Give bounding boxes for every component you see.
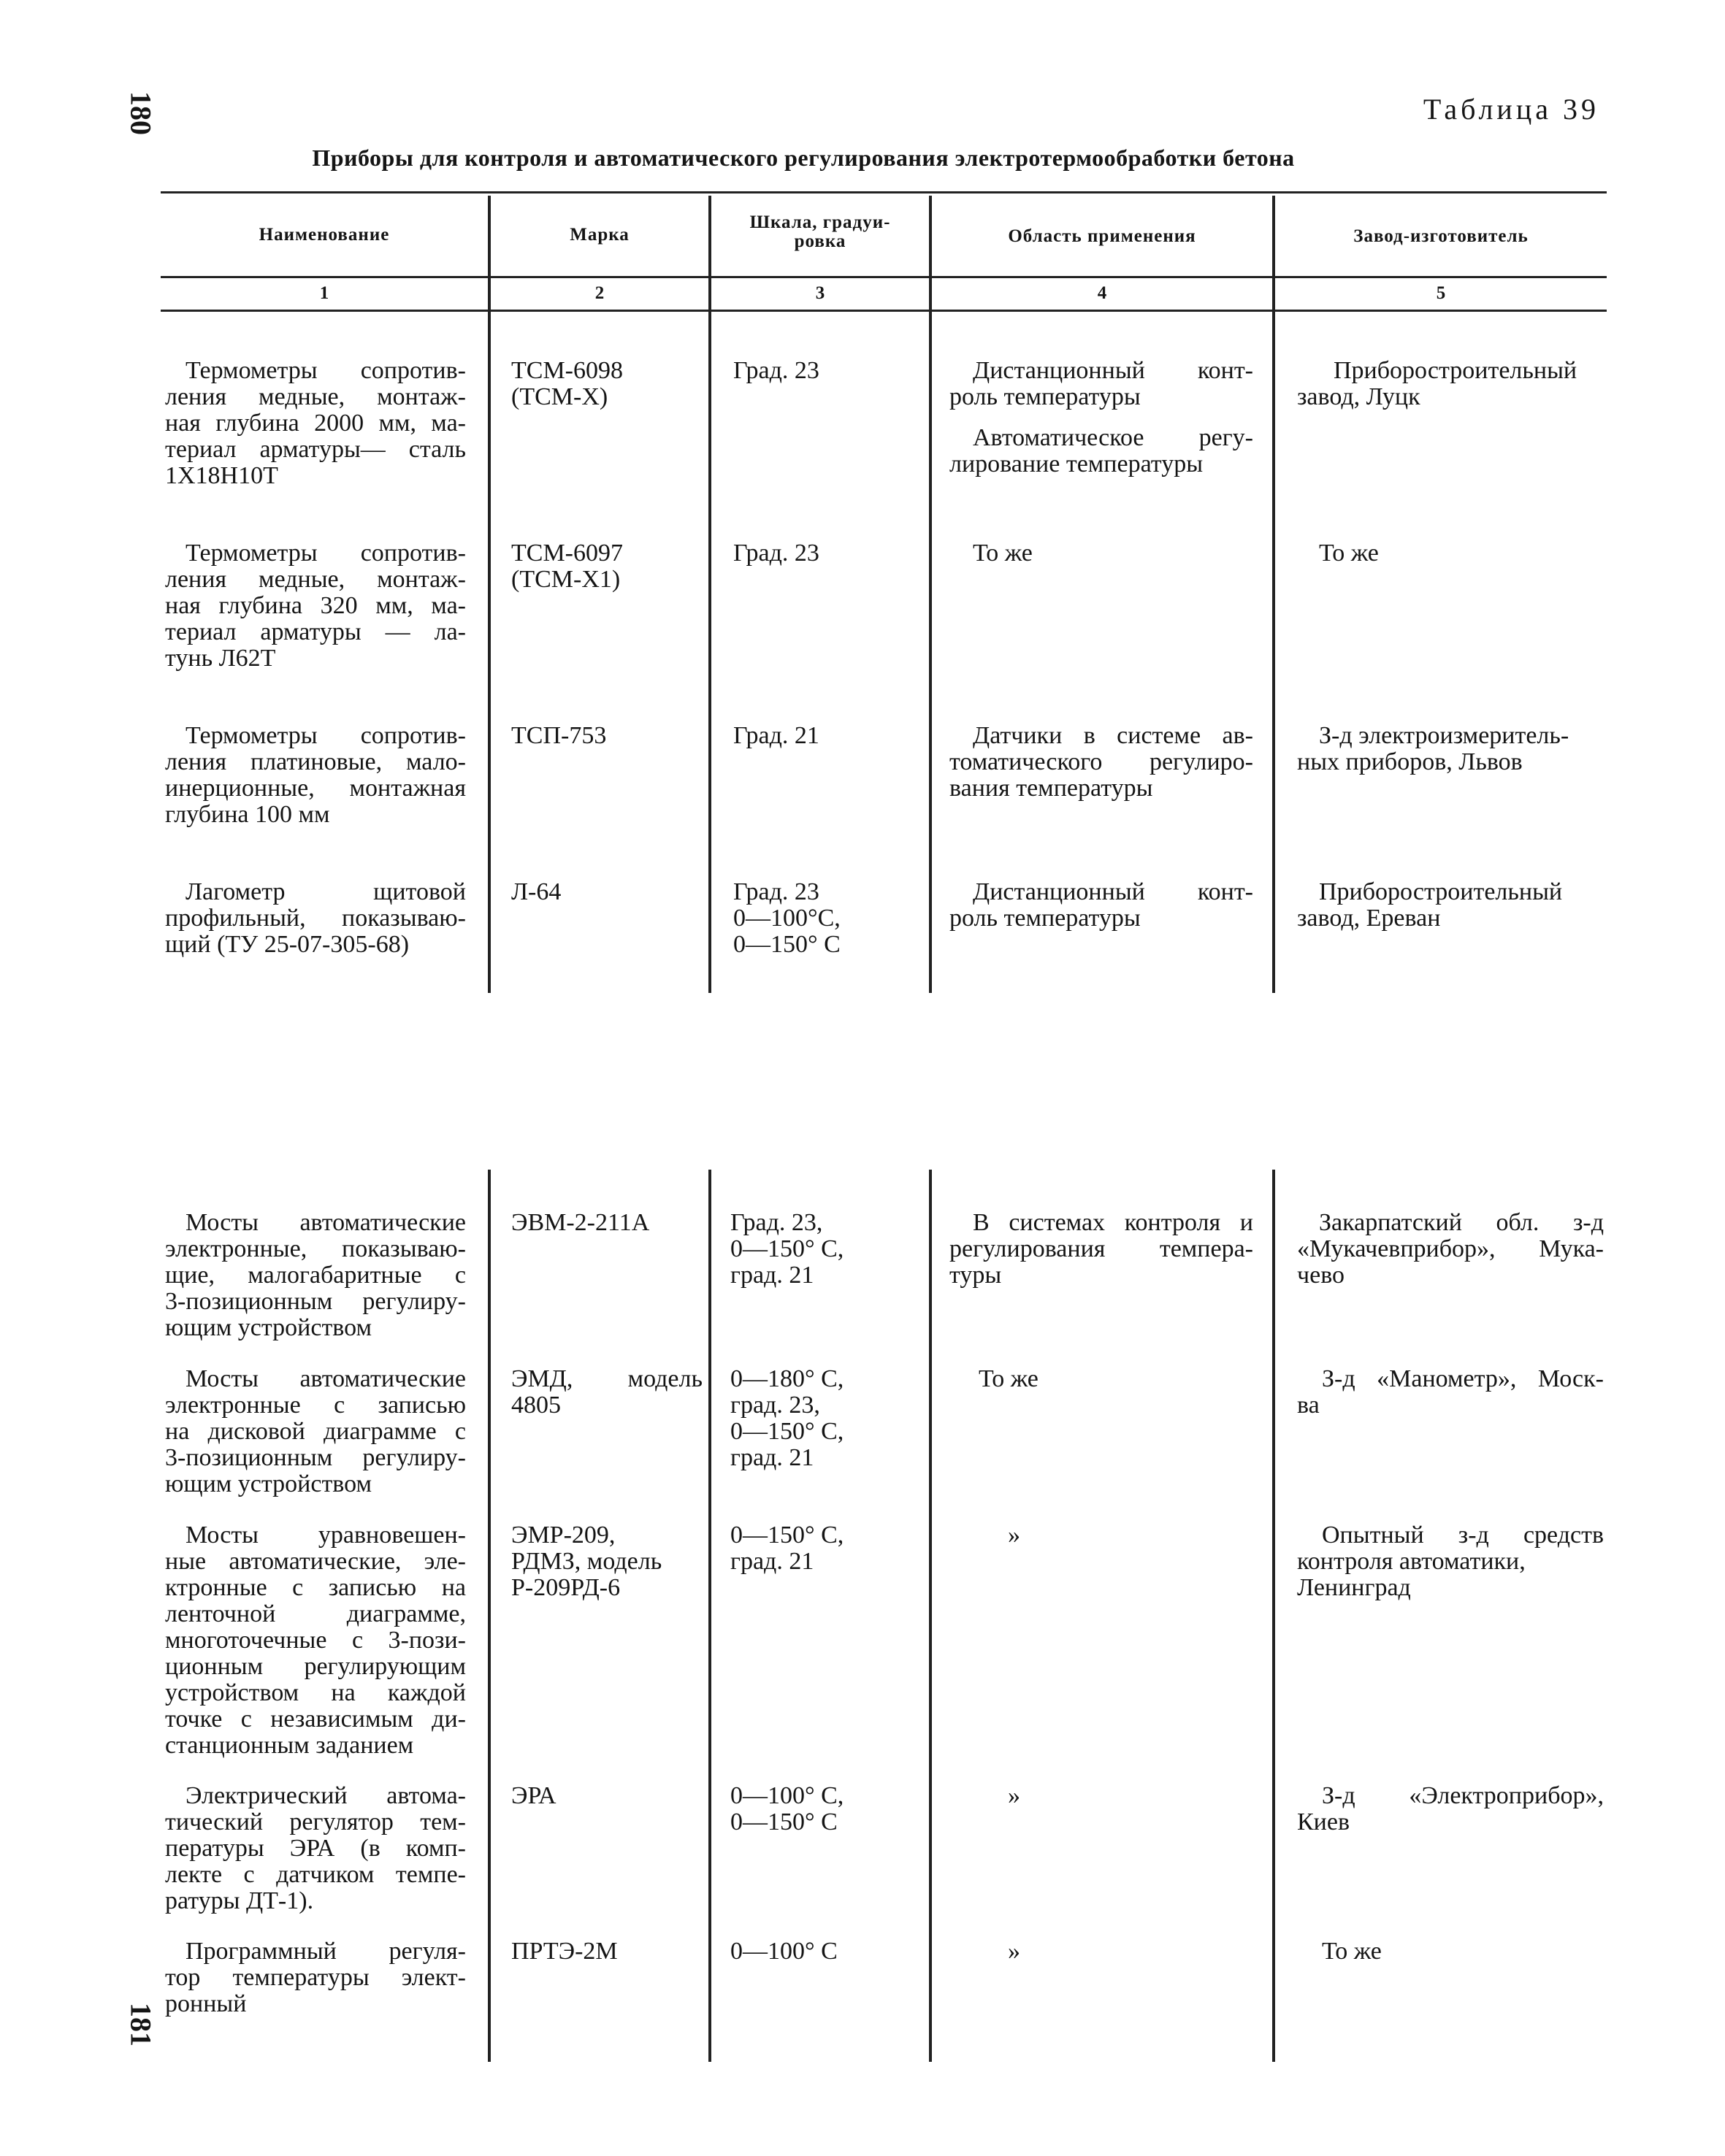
- column-number: 5: [1436, 283, 1446, 303]
- table-label: Таблица 39: [1423, 93, 1599, 126]
- header-manufacturer: Завод-изготовитель: [1353, 226, 1529, 246]
- column-divider: [1272, 196, 1275, 993]
- row-manufacturer: З-д «Манометр», Моск- ва: [1297, 1365, 1604, 1419]
- row-application: »: [1008, 1782, 1020, 1809]
- row-scale: Град. 21: [733, 722, 819, 749]
- row-mark: ЭРА: [511, 1782, 556, 1809]
- table-top-rule: [161, 191, 1607, 193]
- page-number-bottom: 181: [124, 2003, 158, 2046]
- row-manufacturer: Закарпатский обл. з-д «Мукачевприбор», Мука- чево: [1297, 1209, 1604, 1289]
- row-mark: ТСП-753: [511, 722, 607, 749]
- row-manufacturer: З-д электроизмеритель- ных приборов, Львов: [1297, 722, 1569, 775]
- row-manufacturer: То же: [1319, 540, 1379, 567]
- row-mark: ТСМ-6097 (ТСМ-Х1): [511, 540, 623, 593]
- column-divider: [488, 196, 491, 993]
- column-number: 2: [594, 283, 605, 303]
- row-scale: 0—150° С, град. 21: [730, 1522, 844, 1575]
- row-application: То же: [973, 540, 1033, 567]
- header-bottom-rule: [161, 276, 1607, 278]
- row-name: Мосты автоматические электронные, показываю- щие, малогабаритные с 3-позиционным регулиру- ющим устройством: [165, 1209, 466, 1341]
- row-mark: ЭВМ-2-211А: [511, 1209, 650, 1236]
- row-name: Мосты автоматические электронные с записью на дисковой диаграмме с 3-позиционным регулиру- ющим устройством: [165, 1365, 466, 1497]
- row-mark: ЭМД, модель 4805: [511, 1365, 703, 1419]
- row-mark: ЭМР-209, РДМЗ, модель Р-209РД-6: [511, 1522, 662, 1601]
- row-name: Программный регуля- тор температуры элект- ронный: [165, 1938, 466, 2017]
- page-number-top: 180: [124, 91, 158, 135]
- row-name: Термометры сопротив- ления платиновые, мало- инерционные, монтажная глубина 100 мм: [165, 722, 466, 828]
- row-scale: Град. 23, 0—150° С, град. 21: [730, 1209, 844, 1289]
- header-scale: Шкала, градуи- ровка: [749, 212, 891, 251]
- row-manufacturer: З-д «Электроприбор», Киев: [1297, 1782, 1604, 1835]
- row-manufacturer: Приборостроительный завод, Луцк: [1297, 357, 1577, 410]
- row-manufacturer: То же: [1322, 1938, 1382, 1965]
- row-manufacturer: Опытный з-д средств контроля автоматики, Ленинград: [1297, 1522, 1604, 1601]
- row-mark: ТСМ-6098 (ТСМ-Х): [511, 357, 623, 410]
- header-mark: Марка: [570, 225, 630, 245]
- row-scale: 0—180° С, град. 23, 0—150° С, град. 21: [730, 1365, 844, 1471]
- row-name: Термометры сопротив- ления медные, монтаж- ная глубина 320 мм, ма- териал арматуры — ла- тунь Л62Т: [165, 540, 466, 672]
- row-application: Дистанционный конт- роль температуры: [949, 878, 1253, 932]
- row-name: Электрический автома- тический регулятор тем- пературы ЭРА (в комп- лекте с датчиком темпе- ратуры ДТ-1).: [165, 1782, 466, 1914]
- row-application: В системах контроля и регулирования темпера- туры: [949, 1209, 1253, 1289]
- number-row-rule: [161, 310, 1607, 312]
- row-scale: Град. 23: [733, 357, 819, 384]
- column-divider: [488, 1170, 491, 2062]
- row-application: Датчики в системе ав- томатического регулиро- вания температуры: [949, 722, 1253, 802]
- header-name: Наименование: [259, 225, 390, 245]
- row-name: Мосты уравновешен- ные автоматические, эле- ктронные с записью на ленточной диаграмме, многоточечные с 3-пози- ционным регулирующим устройством на каждой точке с независимым ди- станционным заданием: [165, 1522, 466, 1759]
- row-scale: Град. 23 0—100°С, 0—150° С: [733, 878, 841, 958]
- row-application: »: [1008, 1938, 1020, 1965]
- column-divider: [929, 196, 932, 993]
- row-scale: Град. 23: [733, 540, 819, 567]
- column-number: 3: [815, 283, 825, 303]
- row-name: Термометры сопротив- ления медные, монтаж- ная глубина 2000 мм, ма- териал арматуры— сталь 1Х18Н10Т: [165, 357, 466, 489]
- column-divider: [708, 1170, 711, 2062]
- column-number: 1: [319, 283, 329, 303]
- row-scale: 0—100° С, 0—150° С: [730, 1782, 844, 1835]
- table-title: Приборы для контроля и автоматического регулирования электротермообработки бетона: [312, 145, 1295, 171]
- column-divider: [1272, 1170, 1275, 2062]
- row-scale: 0—100° С: [730, 1938, 838, 1965]
- row-mark: Л-64: [511, 878, 562, 905]
- column-divider: [929, 1170, 932, 2062]
- row-application: То же: [979, 1365, 1039, 1392]
- row-name: Лагометр щитовой профильный, показываю- щий (ТУ 25-07-305-68): [165, 878, 466, 958]
- row-manufacturer: Приборостроительный завод, Ереван: [1297, 878, 1563, 932]
- row-mark: ПРТЭ-2М: [511, 1938, 618, 1965]
- row-application: Дистанционный конт- роль температуры Автоматическое регу- лирование температуры: [949, 357, 1253, 477]
- row-application: »: [1008, 1522, 1020, 1549]
- column-divider: [708, 196, 711, 993]
- header-application: Область применения: [1008, 226, 1196, 246]
- column-number: 4: [1097, 283, 1107, 303]
